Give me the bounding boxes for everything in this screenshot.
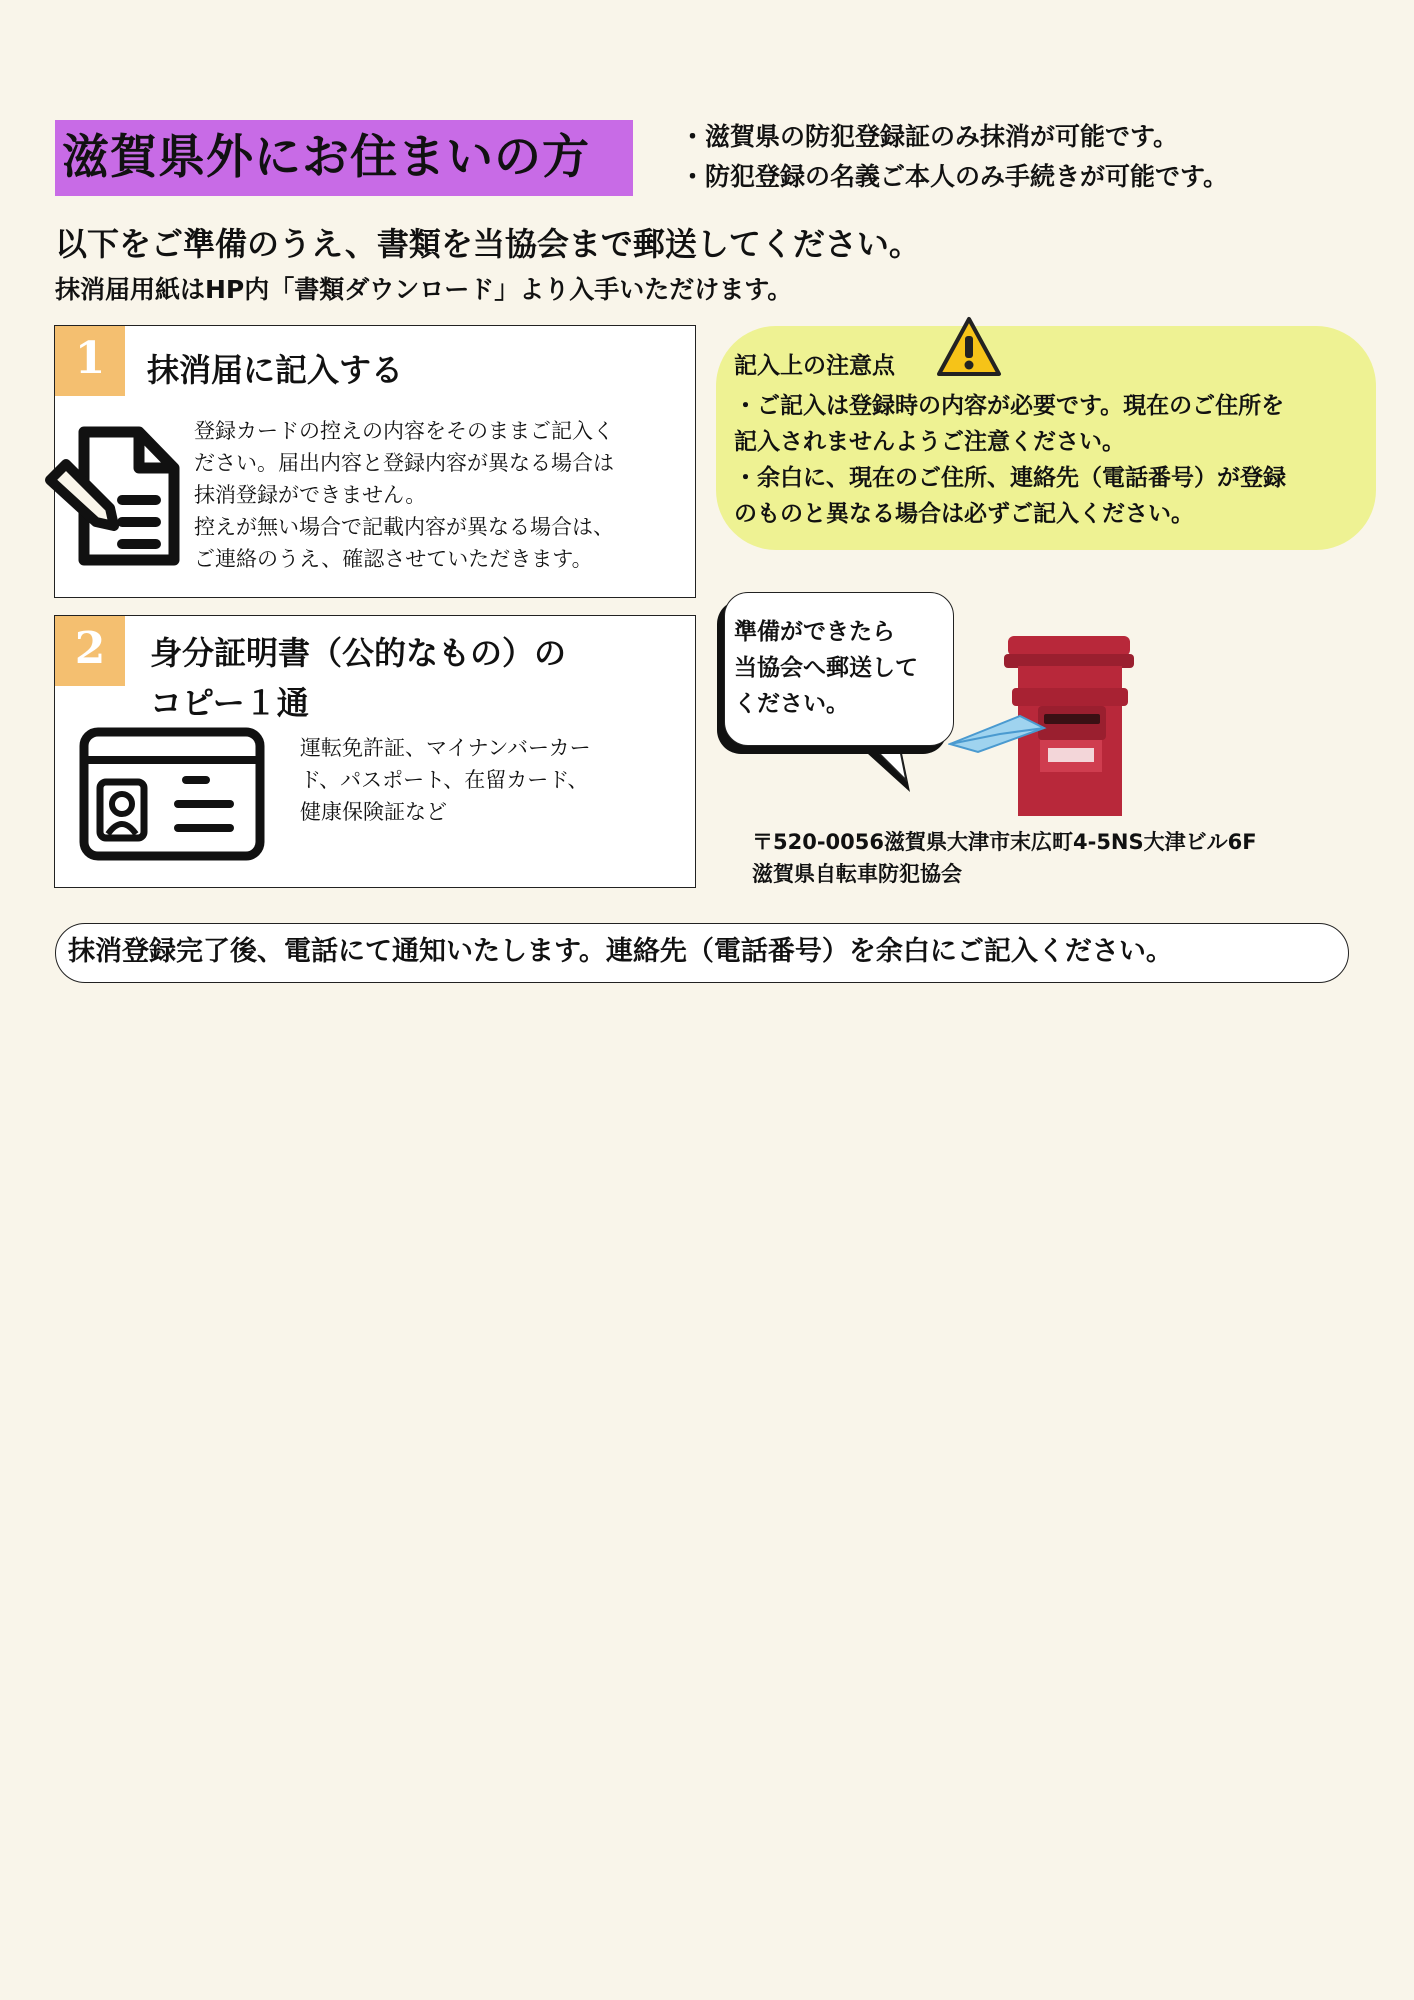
lead-text: 以下をご準備のうえ、書類を当協会まで郵送してください。 bbox=[55, 225, 921, 263]
step-1-body-line: ださい。届出内容と登録内容が異なる場合は bbox=[194, 451, 614, 475]
step-1-body-line: 控えが無い場合で記載内容が異なる場合は、 bbox=[194, 515, 614, 539]
note-line-2: ・防犯登録の名義ご本人のみ手続きが可能です。 bbox=[680, 162, 1229, 191]
document-pen-icon bbox=[44, 420, 194, 572]
address: 〒520-0056滋賀県大津市末広町4-5NS大津ビル6F bbox=[752, 830, 1257, 854]
page-title: 滋賀県外にお住まいの方 bbox=[62, 130, 590, 185]
bubble-text bbox=[734, 614, 918, 722]
step-1-number: 1 bbox=[55, 326, 125, 396]
step-2-body-line: 運転免許証、マイナンバーカー bbox=[300, 736, 591, 760]
step-1-body-line: 抹消登録ができません。 bbox=[194, 483, 427, 507]
note-line-1: ・滋賀県の防犯登録証のみ抹消が可能です。 bbox=[680, 122, 1179, 151]
sublead-text: 抹消届用紙はHP内「書類ダウンロード」より入手いただけます。 bbox=[55, 275, 793, 304]
organization: 滋賀県自転車防犯協会 bbox=[752, 862, 962, 886]
step-2-body-line: ド、パスポート、在留カード、 bbox=[300, 768, 589, 792]
bubble-line: 準備ができたら bbox=[734, 619, 895, 645]
id-card-icon bbox=[78, 726, 266, 862]
step-1-body-line: ご連絡のうえ、確認させていただきます。 bbox=[194, 547, 593, 571]
caution-line: 記入されませんようご注意ください。 bbox=[734, 429, 1125, 455]
step-1-body-line: 登録カードの控えの内容をそのままご記入く bbox=[194, 419, 614, 443]
step-2-number: 2 bbox=[55, 616, 125, 686]
step-1-body bbox=[194, 415, 614, 575]
step-2-title-line-1: 身分証明書（公的なもの）の bbox=[150, 634, 567, 672]
bubble-line: 当協会へ郵送して bbox=[734, 655, 918, 681]
caution-line: のものと異なる場合は必ずご記入ください。 bbox=[734, 501, 1194, 527]
footer-notice: 抹消登録完了後、電話にて通知いたします。連絡先（電話番号）を余白にご記入ください。 bbox=[68, 936, 1173, 967]
step-2-body-line: 健康保険証など bbox=[300, 800, 447, 824]
step-2-body bbox=[300, 732, 591, 828]
caution-line: ・余白に、現在のご住所、連絡先（電話番号）が登録 bbox=[734, 465, 1286, 491]
step-2-title-line-2: コピー１通 bbox=[150, 684, 309, 722]
step-1-title: 抹消届に記入する bbox=[147, 351, 404, 389]
caution-line: ・ご記入は登録時の内容が必要です。現在のご住所を bbox=[734, 393, 1285, 419]
warning-icon bbox=[934, 314, 1004, 380]
postbox-icon bbox=[948, 630, 1136, 820]
caution-heading: 記入上の注意点 bbox=[734, 353, 895, 379]
bubble-line: ください。 bbox=[734, 691, 849, 717]
